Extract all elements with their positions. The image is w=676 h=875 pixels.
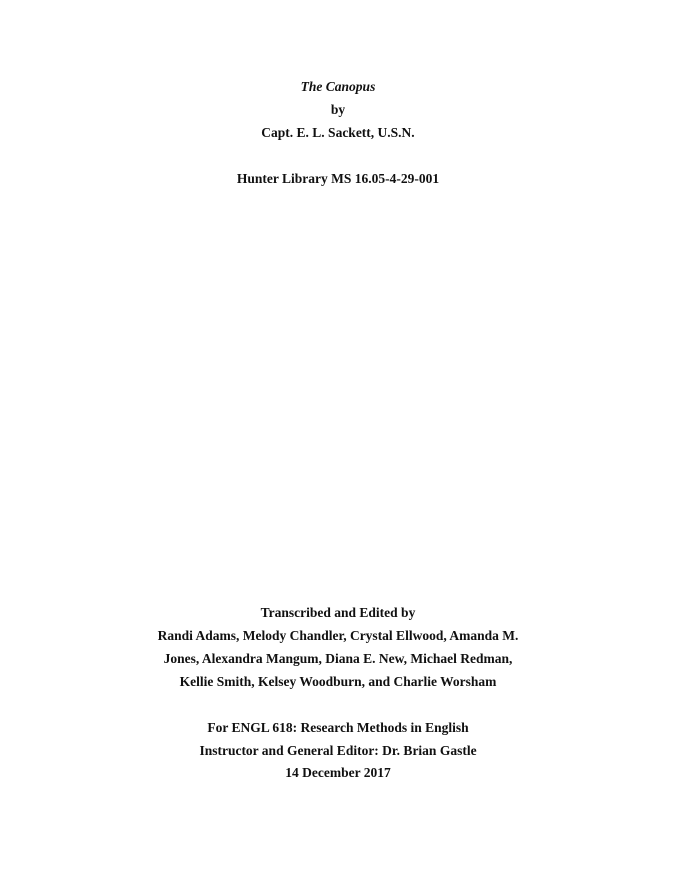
document-title: The Canopus	[300, 79, 376, 94]
author-line: Capt. E. L. Sackett, U.S.N.	[261, 125, 415, 140]
manuscript-id: Hunter Library MS 16.05-4-29-001	[236, 171, 440, 186]
editors-line-2: Jones, Alexandra Mangum, Diana E. New, Michael Redman,	[163, 651, 513, 666]
course-line: For ENGL 618: Research Methods in English	[207, 720, 469, 735]
editors-line-1: Randi Adams, Melody Chandler, Crystal Ellwood, Amanda M.	[157, 628, 519, 643]
transcription-heading: Transcribed and Edited by	[260, 605, 416, 620]
instructor-line: Instructor and General Editor: Dr. Brian Gastle	[199, 743, 477, 758]
editors-line-3: Kellie Smith, Kelsey Woodburn, and Charlie Worsham	[179, 674, 497, 689]
date-line: 14 December 2017	[285, 765, 391, 780]
by-line: by	[330, 102, 346, 117]
